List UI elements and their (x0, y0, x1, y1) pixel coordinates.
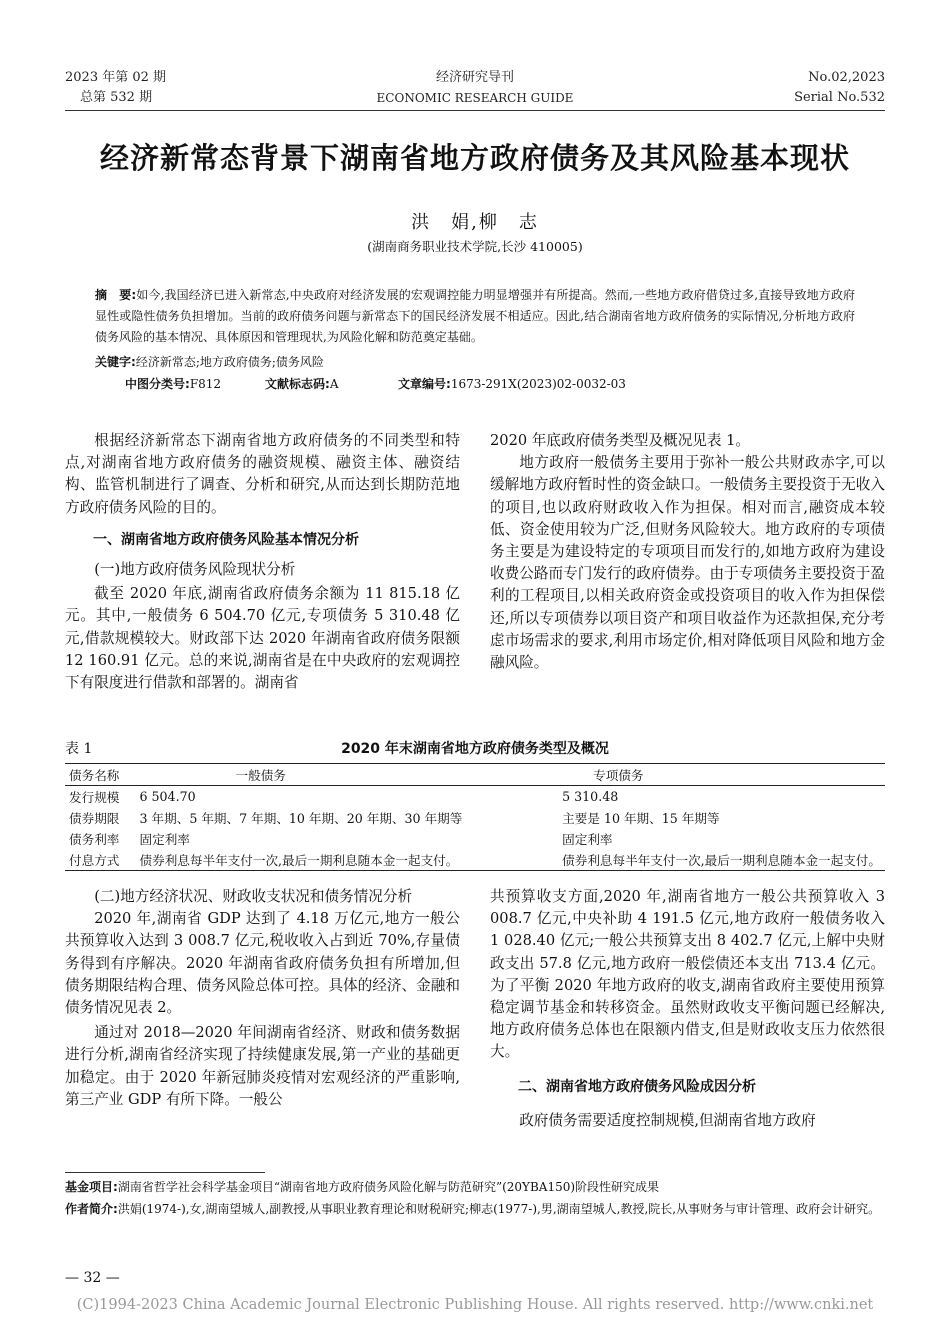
debt-type-table (65, 763, 885, 871)
table-cell: 固定利率 (139, 832, 190, 847)
paper-title: 经济新常态背景下湖南省地方政府债务及其风险基本现状 (99, 141, 850, 175)
journal-title-en: ECONOMIC RESEARCH GUIDE (376, 91, 574, 105)
table-cell: 3 年期、5 年期、7 年期、10 年期、20 年期、30 年期等 (139, 811, 463, 826)
table-cell: 5 310.48 (562, 789, 619, 804)
paragraph: 2020 年,湖南省 GDP 达到了 4.18 万亿元,地方一般公共预算收入达到 3 008.7 亿元,税收收入占到近 70%,存量债务得到有序解决。2020 年湖南省政府债务负担有所增加,但债务期限结构合理、债务风险总体可控。具体的经济、金融和债务情况见表 2。 (65, 910, 460, 1017)
paragraph: 共预算收支方面,2020 年,湖南省地方一般公共预算收入 3 008.7 亿元,中央补助 4 191.5 亿元,地方政府一般债务收入 1 028.40 亿元;一般公共预算支出 8 402.7 亿元,上解中央财政支出 57.8 亿元,地方政府一般偿债还本支出 713.4 亿元。为了平衡 2020 年地方政府的收支,湖南省政府主要使用预算稳定调节基金和转移资金。虽然财政收支平衡问题已经解决,地方政府债务总体也在限额内借支,但是财政收支压力依然很大。 (490, 888, 885, 1061)
footnote-rule (65, 1172, 265, 1173)
keywords (95, 352, 855, 373)
abstract-text: 如今,我国经济已进入新常态,中央政府对经济发展的宏观调控能力明显增强并有所提高。然而,一些地方政府借贷过多,直接导致地方政府显性或隐性债务负担增加。当前的政府债务问题与新常态下的国民经济发展不相适应。因此,结合湖南省地方政府债务的实际情况,分析地方政府债务风险的基本情况、具体原因和管理现状,为风险化解和防范奠定基础。 (95, 288, 855, 344)
clc-line (125, 374, 221, 395)
copyright-watermark: (C)1994-2023 China Academic Journal Electronic Publishing House. All rights reserved. http://www.cnki.net (76, 1297, 874, 1313)
author-text: 洪娟(1974-),女,湖南望城人,副教授,从事职业教育理论和财税研究;柳志(1977-),男,湖南望城人,教授,院长,从事财务与审计管理、政府会计研究。 (117, 1202, 881, 1216)
table-cell: 债券利息每半年支付一次,最后一期利息随本金一起支付。 (562, 853, 881, 868)
table-cell: 债券利息每半年支付一次,最后一期利息随本金一起支付。 (139, 853, 459, 868)
author-footnote (65, 1199, 885, 1220)
paragraph: 政府债务需要适度控制规模,但湖南省地方政府 (519, 1111, 816, 1129)
right-column-top (490, 430, 885, 674)
table-label: 表 1 (65, 741, 93, 757)
table-header: 债务名称 (69, 768, 120, 783)
table-row (65, 807, 885, 828)
clc-value: F812 (189, 377, 222, 391)
keywords-text: 经济新常态;地方政府债务;债务风险 (135, 355, 324, 369)
header-rule (65, 110, 885, 111)
paragraph: 2020 年底政府债务类型及概况见表 1。 (490, 432, 751, 449)
affiliation: (湖南商务职业技术学院,长沙 410005) (367, 239, 583, 254)
serial-en: Serial No.532 (794, 90, 885, 105)
section-heading-2: 二、湖南省地方政府债务风险成因分析 (518, 1078, 756, 1095)
doc-code-value: A (329, 377, 339, 391)
subsection-heading-1: (一)地方政府债务风险现状分析 (94, 561, 296, 579)
authors: 洪 娟,柳 志 (411, 212, 539, 233)
section-heading-1: 一、湖南省地方政府债务风险基本情况分析 (93, 531, 359, 548)
table-row (65, 828, 885, 849)
subsection-heading-2: (二)地方经济状况、财政收支状况和债务情况分析 (94, 888, 413, 905)
table-cell: 发行规模 (69, 790, 120, 805)
doc-code-label: 文献标志码: (265, 377, 330, 391)
paragraph: 地方政府一般债务主要用于弥补一般公共财政赤字,可以缓解地方政府暂时性的资金缺口。一般债务主要投资于无收入的项目,也以政府财政收入作为担保。相对而言,融资成本较低、资金使用较为广泛,但财务风险较大。地方政府的专项债务主要是为建设特定的专项项目而发行的,如地方政府为建设收费公路而专门发行的政府债券。由于专项债务主要投资于盈利的工程项目,以相关政府资金或投资项目的收入作为担保偿还,所以专项债券以项目资产和项目收益作为还款担保,充分考虑市场需求的要求,利用市场定价,相对降低项目风险和地方金融风险。 (490, 454, 885, 672)
table-row (65, 786, 885, 808)
table-header: 专项债务 (593, 768, 644, 783)
table-cell: 主要是 10 年期、15 年期等 (562, 811, 720, 826)
table-header-row (65, 764, 885, 786)
abstract-label: 摘 要: (95, 288, 137, 302)
paragraph: 根据经济新常态下湖南省地方政府债务的不同类型和特点,对湖南省地方政府债务的融资规模、融资主体、融资结构、监管机制进行了调查、分析和研究,从而达到长期防范地方政府债务风险的目的。 (65, 432, 460, 516)
issue-en: No.02,2023 (808, 70, 885, 85)
page-number: — 32 — (65, 1270, 120, 1286)
table-cell: 债券期限 (69, 811, 120, 826)
left-column-bottom (65, 886, 460, 1111)
serial-cn: 总第 532 期 (80, 90, 153, 105)
article-no-label: 文章编号: (398, 377, 451, 391)
clc-label: 中图分类号: (125, 377, 190, 391)
doc-code-line (265, 374, 338, 395)
article-no-value: 1673-291X(2023)02-0032-03 (450, 377, 626, 391)
left-column-top (65, 430, 460, 694)
table-cell: 固定利率 (562, 832, 613, 847)
right-column-bottom (490, 886, 885, 1132)
table-row (65, 849, 885, 871)
table-cell: 债务利率 (69, 832, 120, 847)
fund-text: 湖南省哲学社会科学基金项目“湖南省地方政府债务风险化解与防范研究”(20YBA150)阶段性研究成果 (117, 1180, 660, 1194)
keywords-label: 关键字: (95, 355, 136, 369)
table-cell: 付息方式 (69, 853, 120, 868)
journal-title-cn: 经济研究导刊 (435, 70, 514, 85)
abstract (95, 285, 855, 348)
paragraph: 通过对 2018—2020 年间湖南省经济、财政和债务数据进行分析,湖南省经济实现了持续健康发展,第一产业的基础更加稳定。由于 2020 年新冠肺炎疫情对宏观经济的严重影响,第三产业 GDP 有所下降。一般公 (65, 1024, 460, 1108)
fund-label: 基金项目: (65, 1180, 118, 1194)
fund-footnote (65, 1177, 885, 1198)
table-header: 一般债务 (235, 768, 286, 783)
table-cell: 6 504.70 (139, 789, 196, 804)
article-no-line (398, 374, 626, 395)
issue-cn: 2023 年第 02 期 (65, 70, 167, 85)
paragraph: 截至 2020 年底,湖南省政府债务余额为 11 815.18 亿元。其中,一般债务 6 504.70 亿元,专项债务 5 310.48 亿元,借款规模较大。财政部下达 2020 年湖南省政府债务限额 12 160.91 亿元。总的来说,湖南省是在中央政府的宏观调控下有限度进行借款和部署的。湖南省 (65, 585, 460, 692)
table-caption: 2020 年末湖南省地方政府债务类型及概况 (341, 741, 609, 757)
author-label: 作者简介: (65, 1202, 118, 1216)
